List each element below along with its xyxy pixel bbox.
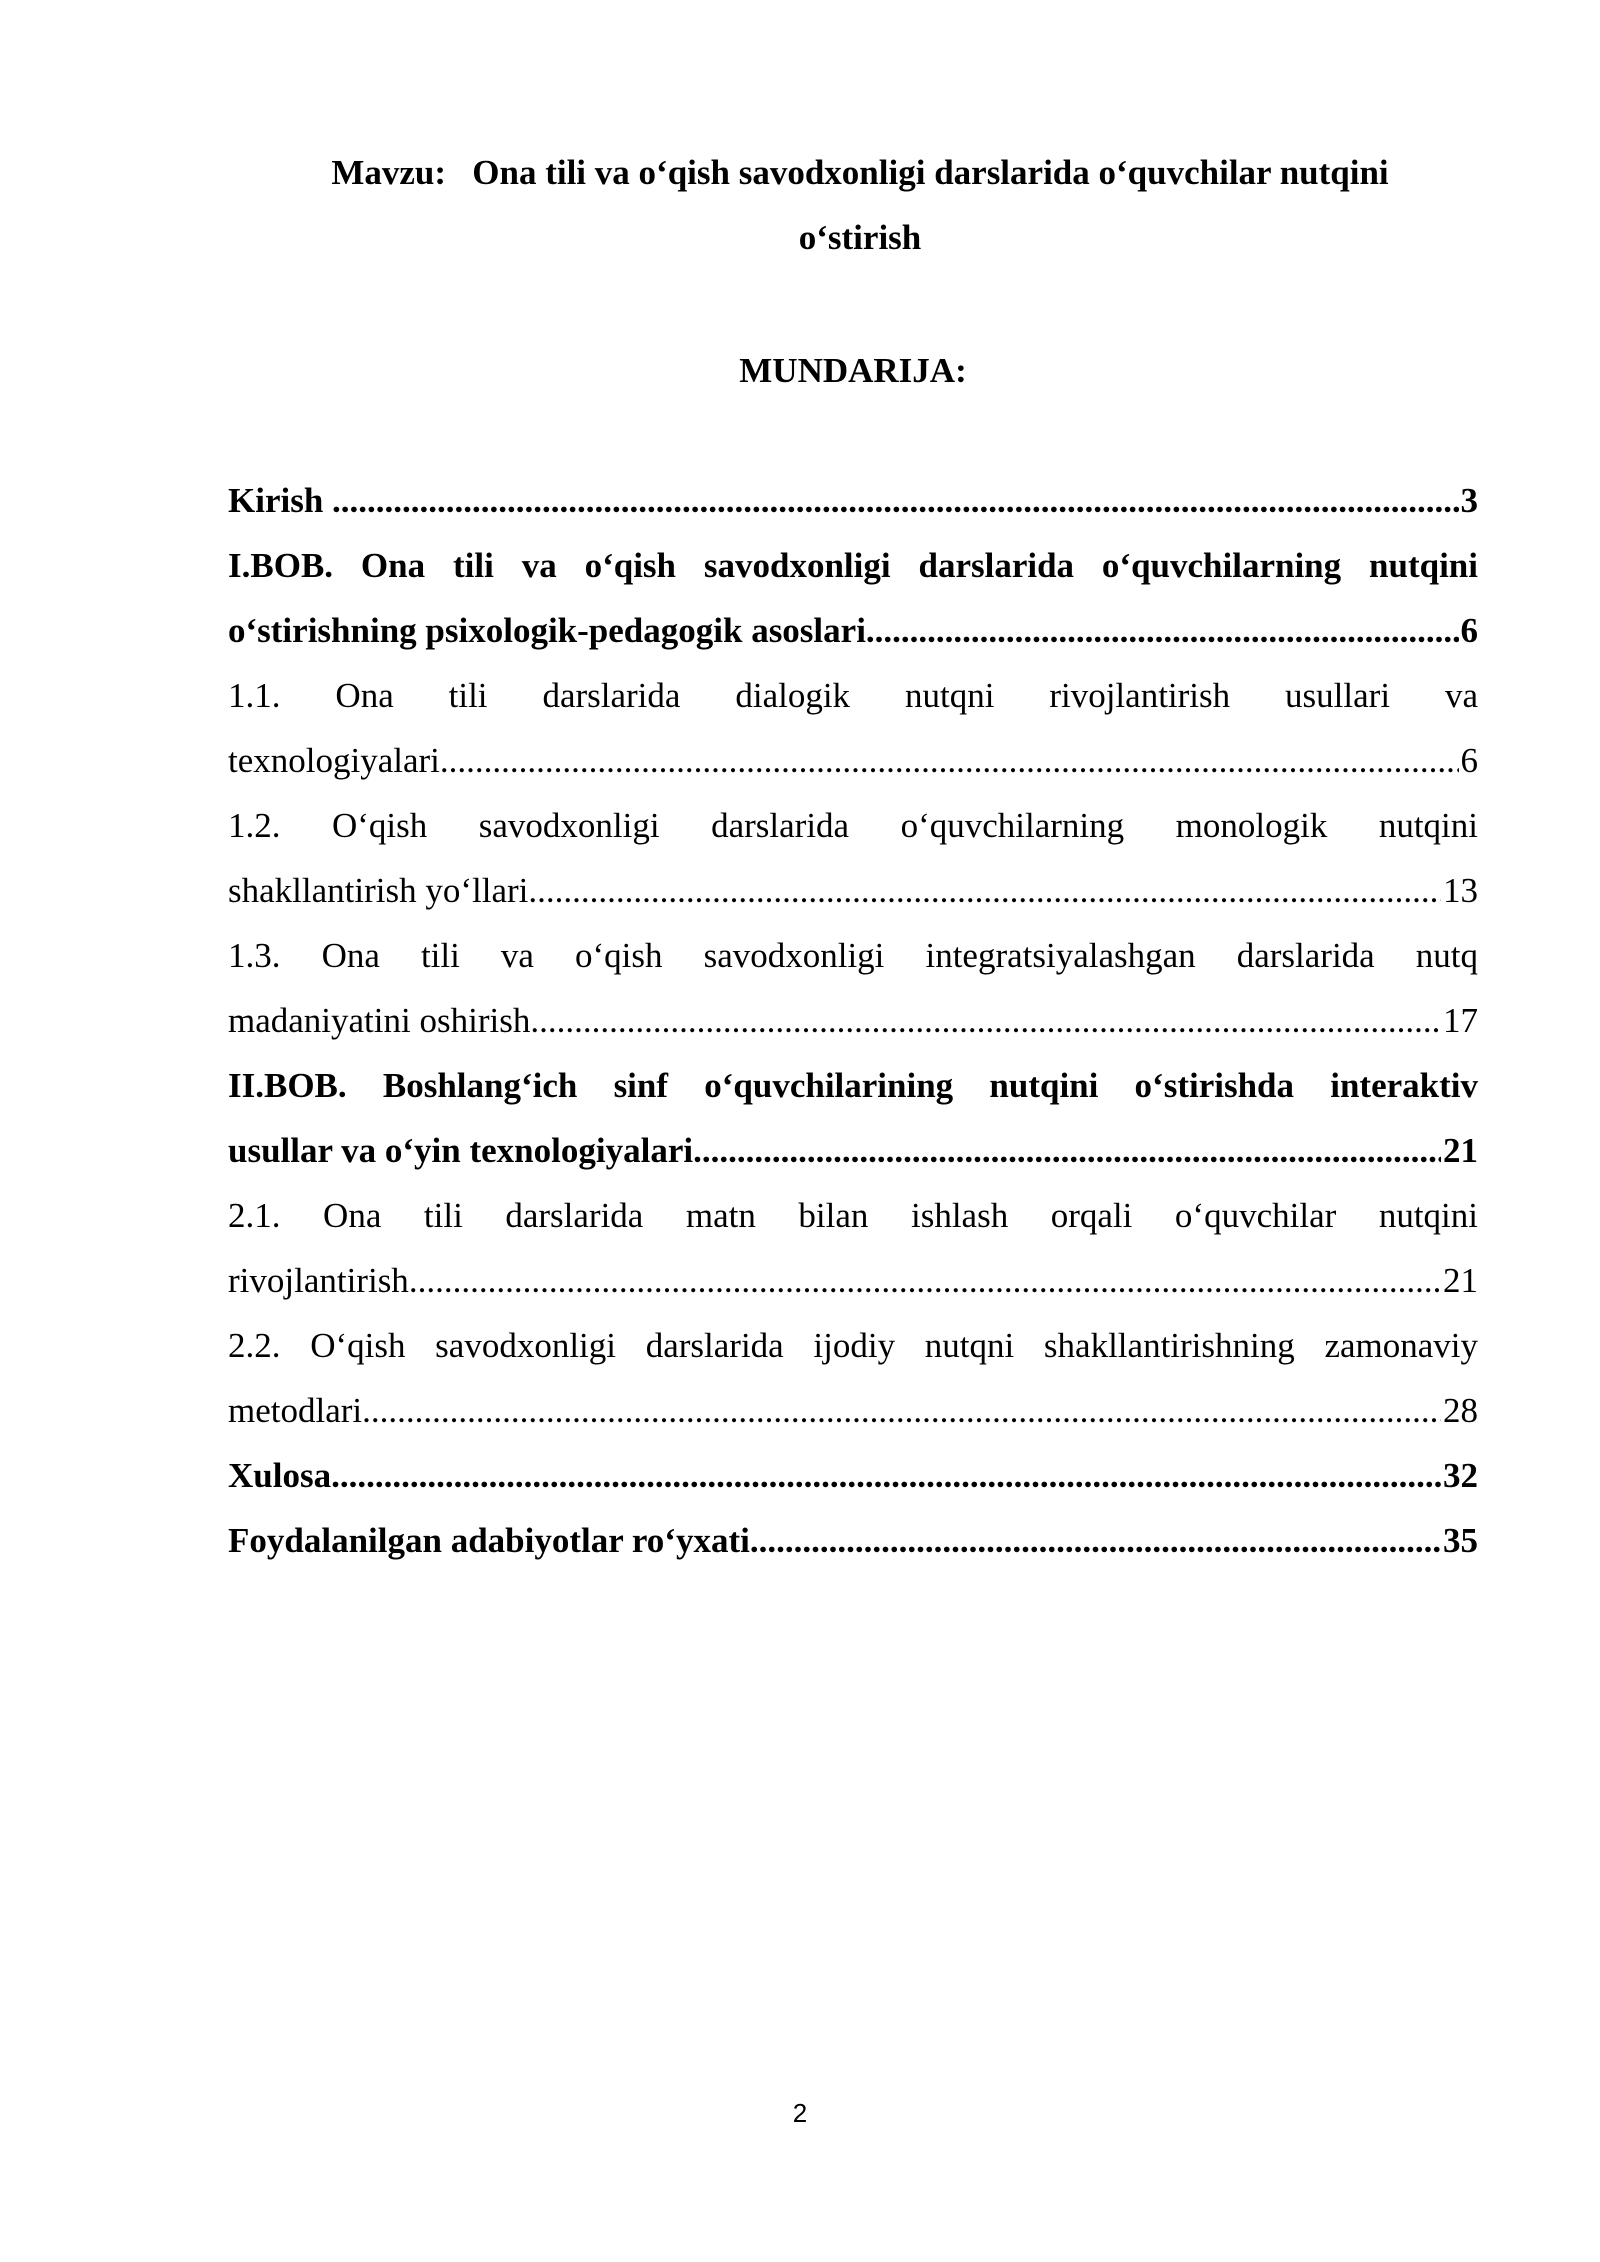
toc-entry-title-line-2: rivojlantirish (228, 1261, 409, 1300)
toc-page-number: 21 (1443, 1131, 1478, 1170)
page-number: 2 (792, 2098, 808, 2128)
table-of-contents (228, 468, 1478, 1573)
toc-heading: MUNDARIJA: (739, 351, 967, 390)
toc-entry-title-line-1: 2.2. O‘qish savodxonligi darslarida ijodiy nutqni shakllantirishning zamonaviy (228, 1326, 1478, 1365)
toc-page-number: 6 (1460, 611, 1478, 650)
toc-page-number: 32 (1443, 1456, 1478, 1495)
toc-page-number: 6 (1460, 741, 1478, 780)
toc-page-number: 13 (1443, 871, 1478, 910)
toc-leader-dots (332, 468, 1458, 533)
toc-entry-references (228, 1508, 1478, 1573)
document-topic (270, 140, 1450, 270)
toc-page-number: 35 (1443, 1521, 1478, 1560)
toc-entry-title: Foydalanilgan adabiyotlar ro‘yxati (228, 1521, 750, 1560)
toc-leader-dots (331, 1443, 1441, 1508)
toc-entry-title-line-1: II.BOB. Boshlang‘ich sinf o‘quvchilarining nutqini o‘stirishda interaktiv (228, 1066, 1478, 1105)
toc-page-number: 17 (1443, 1001, 1478, 1040)
toc-leader-dots (440, 728, 1459, 793)
toc-entry-title-line-1: 1.2. O‘qish savodxonligi darslarida o‘quvchilarning monologik nutqini (228, 806, 1478, 845)
toc-entry-title-line-1: 1.3. Ona tili va o‘qish savodxonligi integratsiyalashgan darslarida nutq (228, 936, 1478, 975)
toc-entry-chapter-1 (228, 533, 1478, 663)
toc-entry-section-2-1 (228, 1183, 1478, 1313)
toc-entry-title-line-1: 1.1. Ona tili darslarida dialogik nutqni rivojlantirish usullari va (228, 676, 1478, 715)
toc-entry-title-line-2: o‘stirishning psixologik-pedagogik asoslari (228, 611, 866, 650)
toc-entry-kirish (228, 468, 1478, 533)
toc-entry-title: Kirish (228, 481, 333, 520)
toc-entry-xulosa (228, 1443, 1478, 1508)
toc-leader-dots (530, 988, 1441, 1053)
toc-entry-title-line-2: metodlari (228, 1391, 363, 1430)
toc-leader-dots (750, 1508, 1441, 1573)
topic-line-2: o‘stirish (798, 218, 922, 257)
toc-page-number: 28 (1443, 1391, 1478, 1430)
toc-entry-title-line-1: 2.1. Ona tili darslarida matn bilan ishlash orqali o‘quvchilar nutqini (228, 1196, 1478, 1235)
toc-entry-section-1-1 (228, 663, 1478, 793)
toc-entry-title-line-2: usullar va o‘yin texnologiyalari (228, 1131, 694, 1170)
toc-entry-title-line-2: shakllantirish yo‘llari (228, 871, 529, 910)
toc-leader-dots (528, 858, 1441, 923)
toc-leader-dots (362, 1378, 1441, 1443)
toc-leader-dots (693, 1118, 1441, 1183)
toc-page-number: 3 (1460, 481, 1478, 520)
toc-entry-title-line-1: I.BOB. Ona tili va o‘qish savodxonligi darslarida o‘quvchilarning nutqini (228, 546, 1478, 585)
topic-line-1: Mavzu: Ona tili va o‘qish savodxonligi darslarida o‘quvchilar nutqini (331, 153, 1389, 192)
toc-leader-dots (409, 1248, 1441, 1313)
toc-entry-chapter-2 (228, 1053, 1478, 1183)
toc-entry-section-1-3 (228, 923, 1478, 1053)
toc-entry-section-2-2 (228, 1313, 1478, 1443)
toc-leader-dots (866, 598, 1459, 663)
toc-entry-title-line-2: madaniyatini oshirish (228, 1001, 531, 1040)
toc-page-number: 21 (1443, 1261, 1478, 1300)
toc-entry-title: Xulosa (228, 1456, 332, 1495)
toc-entry-title-line-2: texnologiyalari (228, 741, 440, 780)
toc-entry-section-1-2 (228, 793, 1478, 923)
